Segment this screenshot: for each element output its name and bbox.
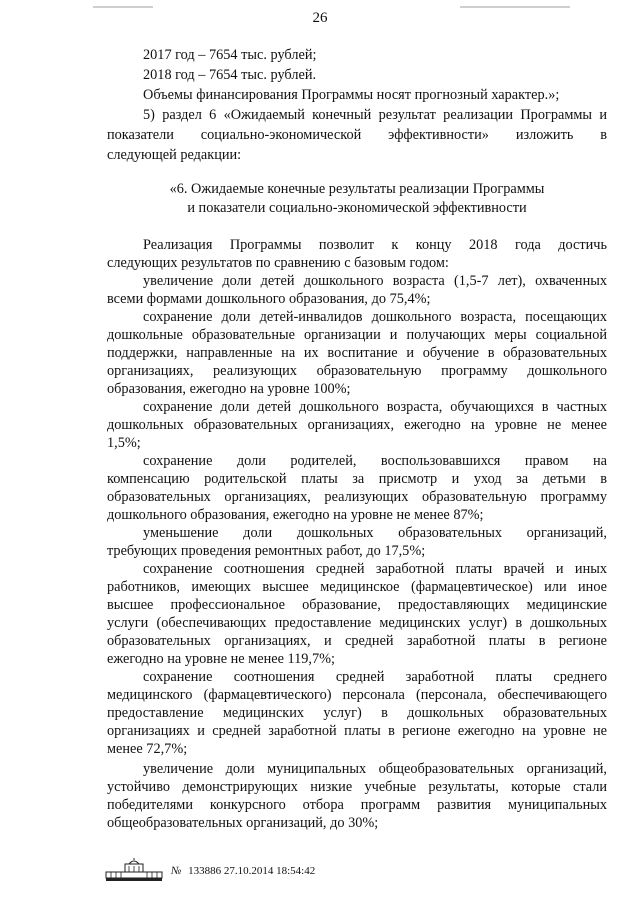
text-line: 2017 год – 7654 тыс. рублей; [143, 47, 317, 63]
text-line: услуги (обеспечивающих предоставление медицинских услуг) в дошкольных [107, 615, 607, 631]
text-line: увеличение доли детей дошкольного возраста (1,5-7 лет), охваченных [143, 273, 607, 289]
text-line: сохранение доли детей-инвалидов дошкольного возраста, посещающих [143, 309, 607, 325]
page-number: 26 [312, 10, 328, 26]
text-line: образовательных организациях, и средней заработной платы в регионе [107, 633, 607, 649]
text-line: победителями конкурсного отбора программ развития муниципальных [107, 797, 607, 813]
text-line: сохранение соотношения средней заработной платы врачей и иных [143, 561, 607, 577]
text-line: организациях, реализующих образовательную программу дошкольного [107, 363, 607, 379]
text-line: компенсацию родительской платы за присмотр и уход за детьми в [107, 471, 607, 487]
text-line: сохранение соотношения средней заработной платы среднего [143, 669, 607, 685]
text-line: устойчиво демонстрирующих низкие учебные результаты, которые стали [107, 779, 607, 795]
text-line: дошкольных образовательных организациях, ежегодно на уровне не менее [107, 417, 607, 433]
text-line: сохранение доли родителей, воспользовавшихся правом на [143, 453, 607, 469]
section-heading-line: и показатели социально-экономической эффективности [187, 200, 527, 216]
text-line: уменьшение доли дошкольных образовательных организаций, [143, 525, 607, 541]
text-line: Объемы финансирования Программы носят прогнозный характер.»; [143, 87, 560, 103]
text-line: дошкольные образовательные организации и получающих меры социальной [107, 327, 607, 343]
text-line: организациях и средней заработной платы в регионе ежегодно на уровне не [107, 723, 607, 739]
text-line: образовательных организациях, реализующих образовательную программу [107, 489, 607, 505]
scan-artifact [460, 6, 570, 8]
document-registration-stamp [171, 864, 315, 878]
document-time: 18:54:42 [276, 865, 316, 877]
text-line: ежегодно на уровне не менее 119,7%; [107, 651, 336, 667]
text-line: общеобразовательных организаций, до 30%; [107, 815, 379, 831]
text-line: предоставление медицинских услуг) в дошкольных образовательных [107, 705, 607, 721]
text-line: требующих проведения ремонтных работ, до 17,5%; [107, 543, 426, 559]
text-line: увеличение доли муниципальных общеобразовательных организаций, [143, 761, 607, 777]
scan-artifact [93, 6, 153, 8]
text-line: поддержки, направленные на их воспитание и обучение в образовательных [107, 345, 607, 361]
number-sign: № [171, 865, 182, 877]
text-line: высшее профессиональное образование, предоставляющих медицинские [107, 597, 607, 613]
text-line: показатели социально-экономической эффективности» изложить в [107, 127, 607, 143]
document-number: 133886 [188, 865, 222, 877]
text-line: 5) раздел 6 «Ожидаемый конечный результат реализации Программы и [143, 107, 607, 123]
text-line: медицинского (фармацевтического) персонала (персонала, обеспечивающего [107, 687, 607, 703]
document-date: 27.10.2014 [223, 865, 274, 877]
text-line: 1,5%; [107, 435, 141, 451]
text-line: дошкольного образования, ежегодно на уровне не менее 87%; [107, 507, 484, 523]
text-line: образования, ежегодно на уровне 100%; [107, 381, 351, 397]
text-line: работников, имеющих высшее медицинское (фармацевтическое) или иное [107, 579, 607, 595]
text-line: менее 72,7%; [107, 741, 188, 757]
section-heading-line: «6. Ожидаемые конечные результаты реализации Программы [169, 181, 545, 197]
text-line: всеми формами дошкольного образования, до 75,4%; [107, 291, 431, 307]
text-line: сохранение доли детей дошкольного возраста, обучающихся в частных [143, 399, 607, 415]
government-building-logo-icon [105, 858, 163, 882]
text-line: Реализация Программы позволит к концу 2018 года достичь [143, 237, 607, 253]
text-line: 2018 год – 7654 тыс. рублей. [143, 67, 317, 83]
text-line: следующих результатов по сравнению с базовым годом: [107, 255, 449, 271]
document-footer [105, 858, 505, 882]
text-line: следующей редакции: [107, 147, 242, 163]
